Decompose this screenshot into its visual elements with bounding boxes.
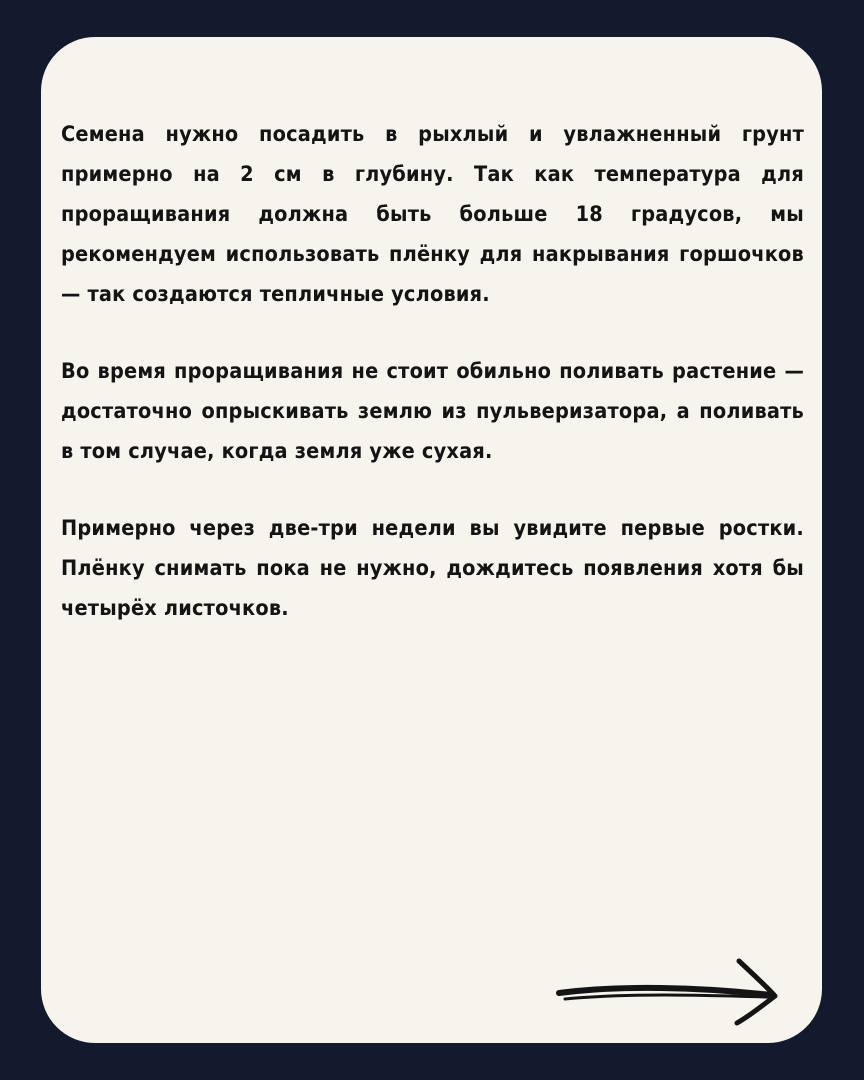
- paragraph-watering: Во время проращивания не стоит обильно поливать растение — достаточно опрыскивать землю из пульверизатора, а поливать в том случае, когда земля уже сухая.: [61, 359, 804, 464]
- paragraph-sowing: Семена нужно посадить в рыхлый и увлажненный грунт примерно на 2 см в глубину. Так как температура для проращивания должна быть больше 18 градусов, мы рекомендуем использовать плёнку для накрывания горшочков — так создаются тепличные условия.: [61, 122, 804, 307]
- content-card: [41, 37, 822, 1043]
- arrow-right-icon[interactable]: [549, 955, 781, 1027]
- paragraph-sprouts: Примерно через две-три недели вы увидите первые ростки. Плёнку снимать пока не нужно, дождитесь появления хотя бы четырёх листочков.: [61, 516, 804, 621]
